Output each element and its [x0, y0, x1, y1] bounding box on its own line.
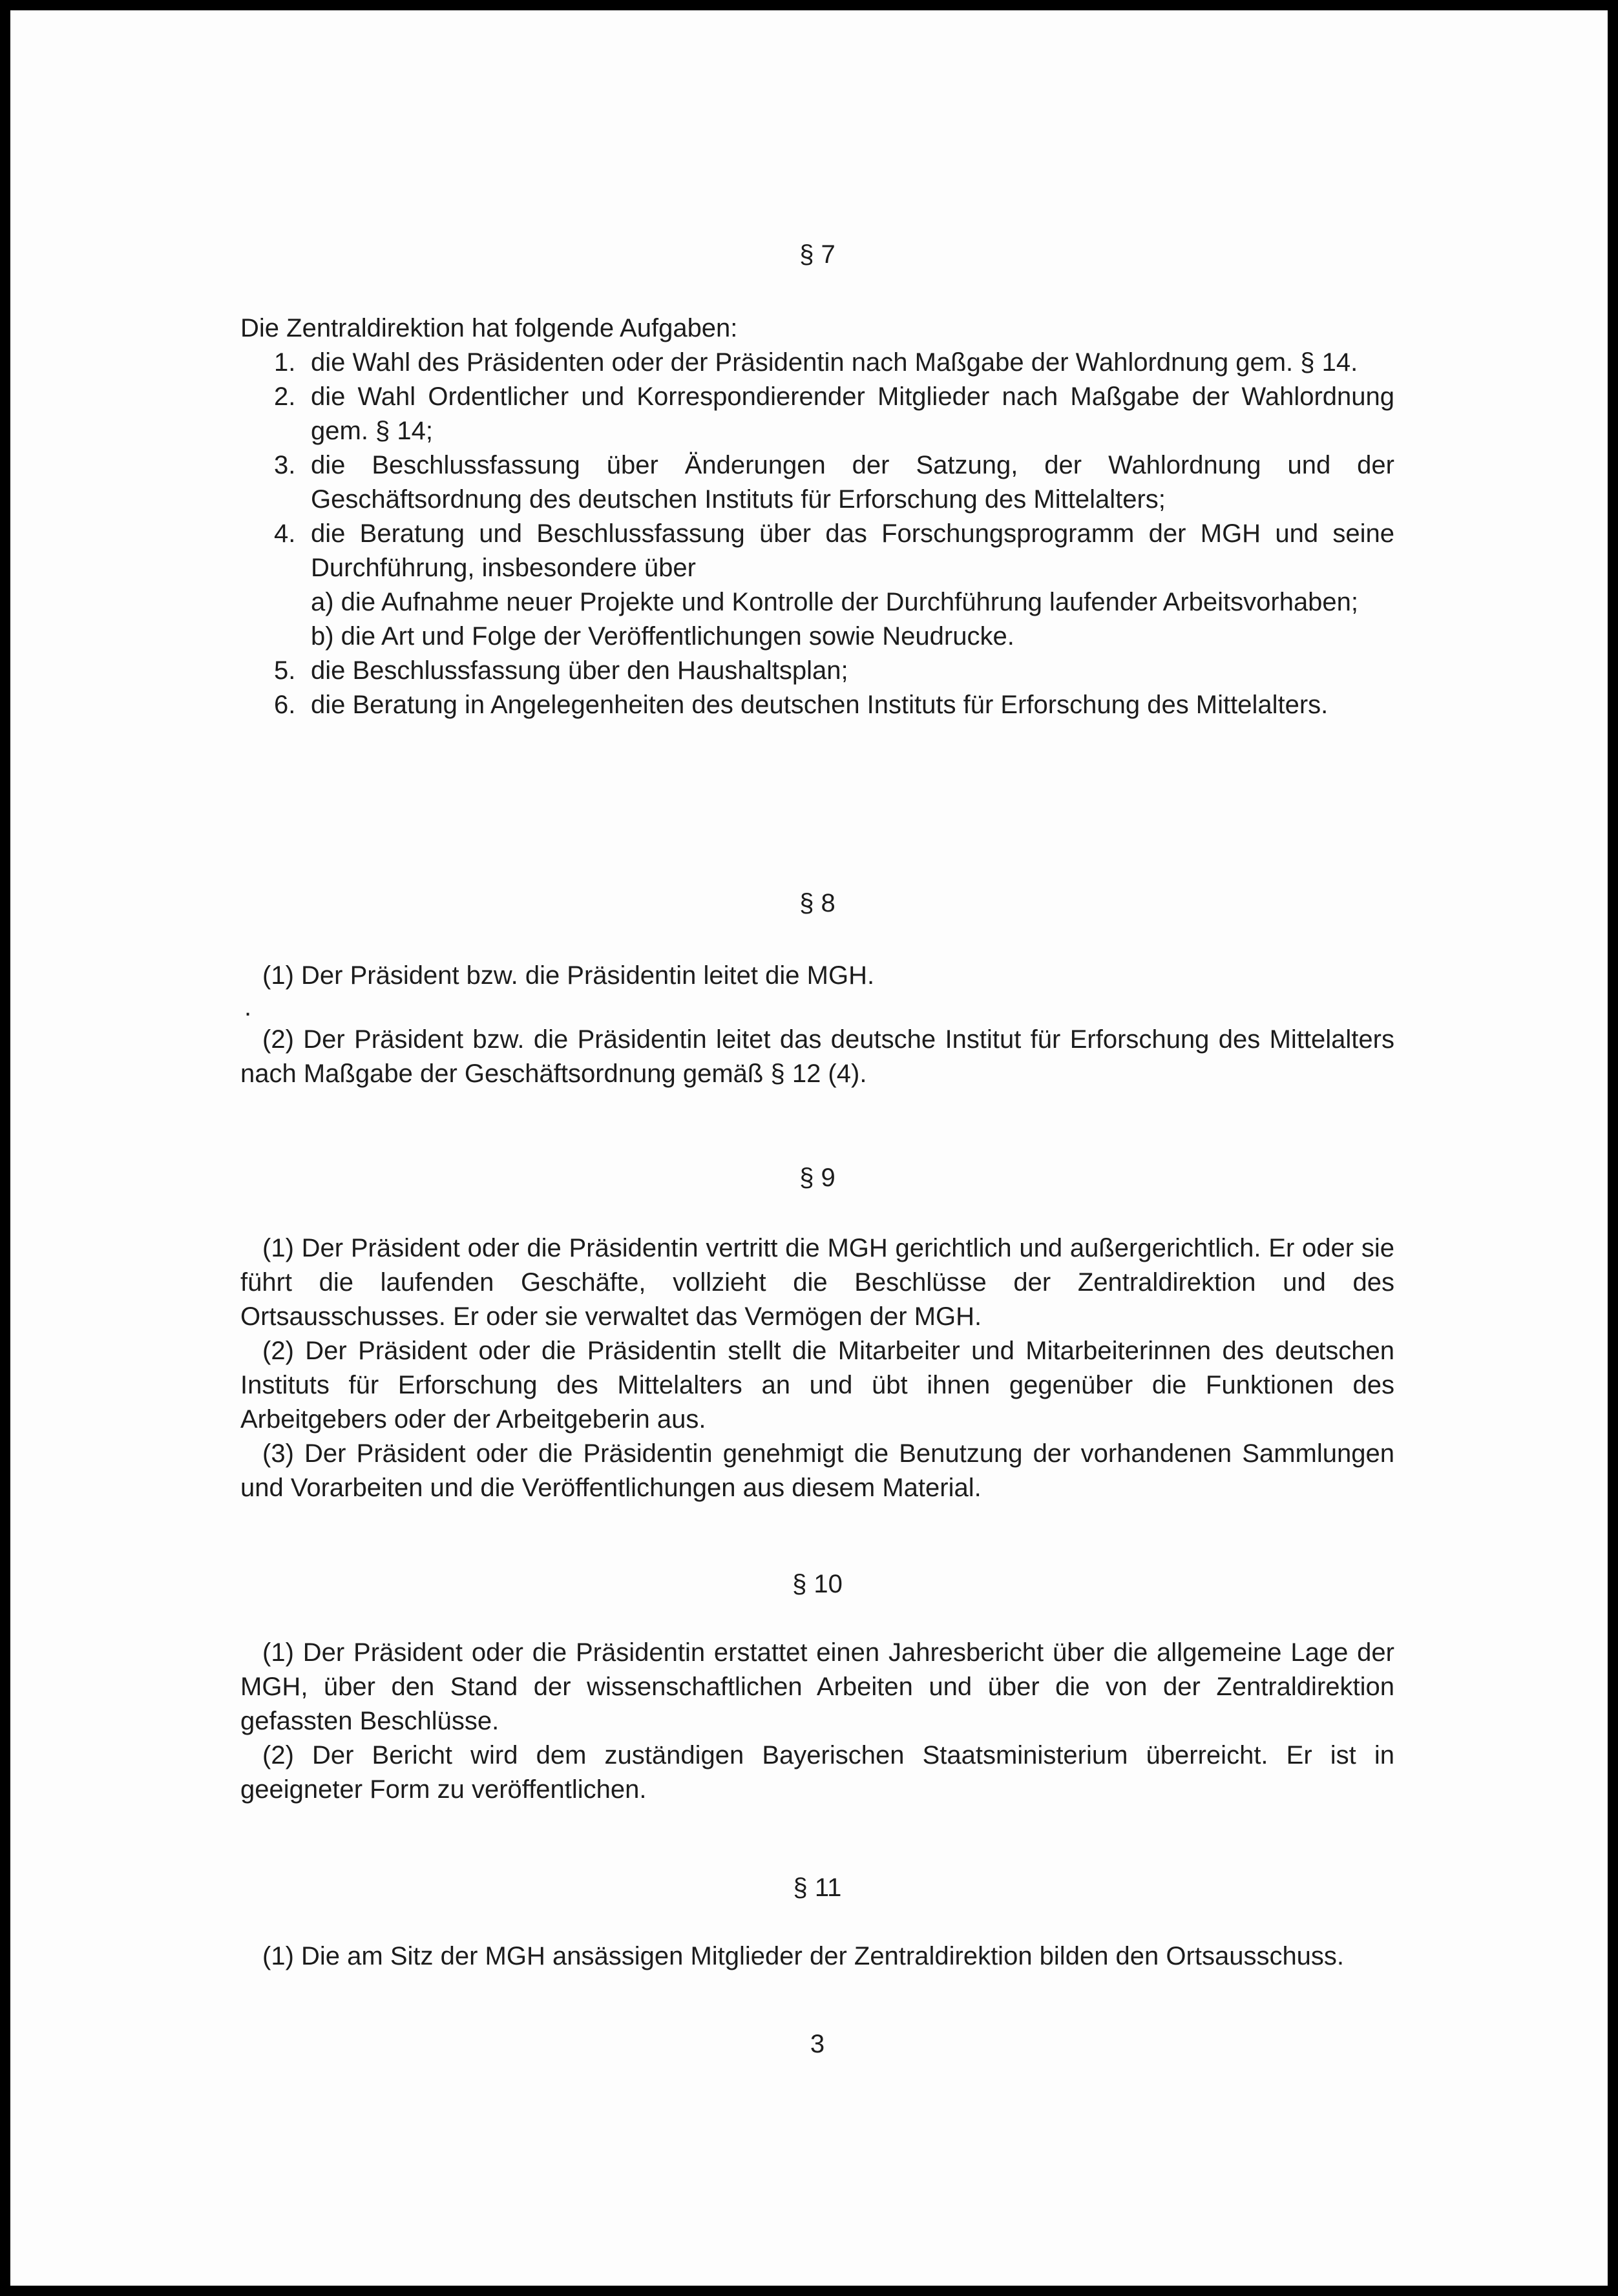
- list-item: [240, 654, 1394, 688]
- list-item-text: die Wahl Ordentlicher und Korrespondierender Mitglieder nach Maßgabe der Wahlordnung gem. § 14;: [311, 382, 1394, 445]
- list-item: [240, 380, 1394, 448]
- list-item-number: 2.: [274, 382, 296, 411]
- list-item-number: 5.: [274, 656, 296, 685]
- section-7-heading: § 7: [799, 240, 835, 269]
- list-item-text: die Wahl des Präsidenten oder der Präsidentin nach Maßgabe der Wahlordnung gem. § 14.: [311, 348, 1358, 377]
- list-item-text: die Beratung in Angelegenheiten des deutschen Instituts für Erforschung des Mittelalters.: [311, 691, 1329, 719]
- section-7-body: [240, 311, 1394, 722]
- section-7-intro: Die Zentraldirektion hat folgende Aufgaben:: [240, 314, 738, 342]
- section-7-list: [240, 346, 1394, 722]
- list-item: [240, 346, 1394, 380]
- list-item-number: 6.: [274, 691, 296, 719]
- section-9-paragraph-1: (1) Der Präsident oder die Präsidentin vertritt die MGH gerichtlich und außergerichtlich. Er oder sie führt die laufenden Geschäfte, vollzieht die Beschlüsse der Zentraldirektion und des Ortsausschusses. Er oder sie verwaltet das Vermögen der MGH.: [240, 1234, 1394, 1331]
- section-11-heading: § 11: [793, 1873, 842, 1902]
- page-number: 3: [810, 2030, 825, 2058]
- section-10-paragraph-2: (2) Der Bericht wird dem zuständigen Bayerischen Staatsministerium überreicht. Er ist in geeigneter Form zu veröffentlichen.: [240, 1741, 1394, 1804]
- list-item-text: die Beratung und Beschlussfassung über das Forschungsprogramm der MGH und seine Durchführung, insbesondere über: [311, 519, 1394, 582]
- section-8-body: [240, 959, 1394, 1091]
- section-11-body: [240, 1939, 1394, 1974]
- section-10-body: [240, 1636, 1394, 1807]
- list-item-number: 1.: [274, 348, 296, 377]
- section-9-heading: § 9: [799, 1164, 835, 1192]
- list-subitem-a: a) die Aufnahme neuer Projekte und Kontrolle der Durchführung laufender Arbeitsvorhaben;: [311, 588, 1359, 616]
- section-8-paragraph-1: (1) Der Präsident bzw. die Präsidentin leitet die MGH.: [262, 961, 875, 990]
- list-subitem-b: b) die Art und Folge der Veröffentlichungen sowie Neudrucke.: [311, 622, 1014, 651]
- list-item-text: die Beschlussfassung über den Haushaltsplan;: [311, 656, 848, 685]
- section-9-body: [240, 1231, 1394, 1505]
- list-item: [240, 517, 1394, 654]
- stray-dot: .: [244, 993, 252, 1021]
- list-item: [240, 688, 1394, 722]
- section-10-heading: § 10: [792, 1570, 843, 1598]
- section-9-paragraph-3: (3) Der Präsident oder die Präsidentin genehmigt die Benutzung der vorhandenen Sammlungen und Vorarbeiten und die Veröffentlichungen aus diesem Material.: [240, 1439, 1394, 1502]
- section-8-paragraph-2: (2) Der Präsident bzw. die Präsidentin leitet das deutsche Institut für Erforschung des Mittelalters nach Maßgabe der Geschäftsordnung gemäß § 12 (4).: [240, 1025, 1394, 1088]
- section-9-paragraph-2: (2) Der Präsident oder die Präsidentin stellt die Mitarbeiter und Mitarbeiterinnen des deutschen Instituts für Erforschung des Mittelalters an und übt ihnen gegenüber die Funktionen des Arbeitgebers oder der Arbeitgeberin aus.: [240, 1337, 1394, 1434]
- list-item-text: die Beschlussfassung über Änderungen der Satzung, der Wahlordnung und der Geschäftsordnung des deutschen Instituts für Erforschung des Mittelalters;: [311, 451, 1394, 514]
- section-8-heading: § 8: [799, 889, 835, 917]
- list-item: [240, 448, 1394, 517]
- list-item-number: 4.: [274, 519, 296, 548]
- list-item-number: 3.: [274, 451, 296, 479]
- section-10-paragraph-1: (1) Der Präsident oder die Präsidentin erstattet einen Jahresbericht über die allgemeine Lage der MGH, über den Stand der wissenschaftlichen Arbeiten und über die von der Zentraldirektion gefassten Beschlüsse.: [240, 1638, 1394, 1735]
- section-11-paragraph-1: (1) Die am Sitz der MGH ansässigen Mitglieder der Zentraldirektion bilden den Ortsausschuss.: [262, 1942, 1345, 1970]
- document-page: [10, 10, 1608, 2286]
